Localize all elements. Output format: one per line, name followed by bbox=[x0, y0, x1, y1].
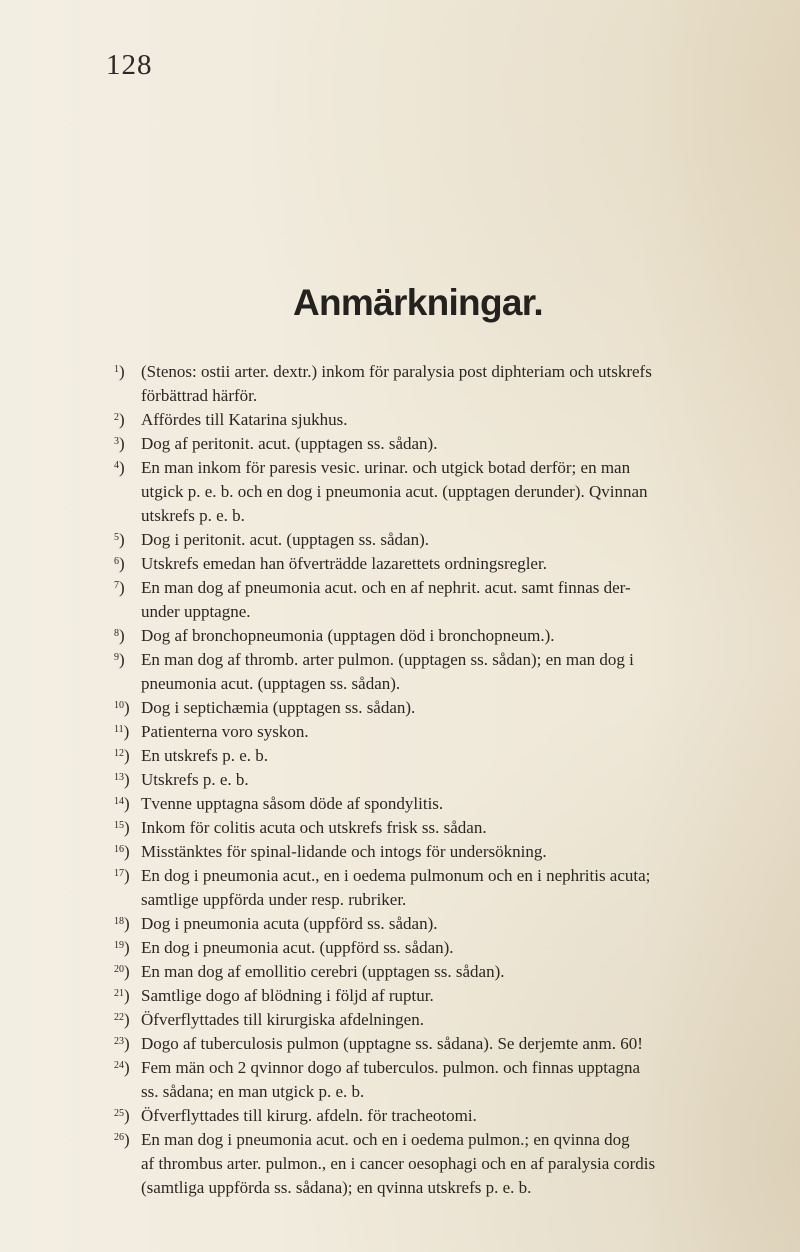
footnote-number: 12 bbox=[114, 748, 124, 759]
footnote-item bbox=[114, 960, 794, 984]
footnote-text: Dog af bronchopneumonia (upptagen död i bronchopneum.). bbox=[141, 626, 555, 645]
footnote-item bbox=[114, 648, 794, 696]
footnote-marker: $^6$) bbox=[114, 554, 125, 573]
footnote-text: Patienterna voro syskon. bbox=[141, 722, 309, 741]
footnote-item bbox=[114, 840, 794, 864]
footnote-number: 8 bbox=[114, 628, 119, 639]
footnote-item bbox=[114, 1104, 794, 1128]
footnote-number: 25 bbox=[114, 1108, 124, 1119]
footnote-number: 11 bbox=[114, 724, 124, 735]
footnote-marker: $^3$) bbox=[114, 434, 125, 453]
footnote-marker: $^{23}$) bbox=[114, 1034, 130, 1053]
footnote-marker: $^4$) bbox=[114, 458, 125, 477]
footnote-text: En dog i pneumonia acut. (uppförd ss. sådan). bbox=[141, 938, 454, 957]
footnote-text: En dog i pneumonia acut., en i oedema pulmonum och en i nephritis acuta; samtlige uppförda under resp. rubriker. bbox=[141, 866, 651, 909]
footnote-item bbox=[114, 792, 794, 816]
footnote-number: 16 bbox=[114, 844, 124, 855]
footnote-text: En utskrefs p. e. b. bbox=[141, 746, 269, 765]
footnote-item bbox=[114, 408, 794, 432]
footnote-marker: $^{11}$) bbox=[114, 722, 130, 741]
footnote-marker: $^{25}$) bbox=[114, 1106, 130, 1125]
footnote-list bbox=[114, 360, 794, 1200]
footnote-number: 7 bbox=[114, 580, 119, 591]
footnote-number: 4 bbox=[114, 460, 119, 471]
footnote-marker: $^{22}$) bbox=[114, 1010, 130, 1029]
footnote-item bbox=[114, 360, 794, 408]
footnote-marker: $^{19}$) bbox=[114, 938, 130, 957]
footnote-marker: $^9$) bbox=[114, 650, 125, 669]
footnote-item bbox=[114, 1056, 794, 1104]
footnote-marker: $^{14}$) bbox=[114, 794, 130, 813]
footnote-text: (Stenos: ostii arter. dextr.) inkom för paralysia post diphteriam och utskrefs förbättrad härför. bbox=[141, 362, 652, 405]
footnote-text: Misstänktes för spinal-lidande och intogs för undersökning. bbox=[141, 842, 547, 861]
footnote-item bbox=[114, 936, 794, 960]
footnote-text: Dog af peritonit. acut. (upptagen ss. sådan). bbox=[141, 434, 438, 453]
footnote-item bbox=[114, 696, 794, 720]
footnote-item bbox=[114, 456, 794, 528]
footnote-text: Affördes till Katarina sjukhus. bbox=[141, 410, 348, 429]
footnote-marker: $^{26}$) bbox=[114, 1130, 130, 1149]
footnote-text: En man dog i pneumonia acut. och en i oedema pulmon.; en qvinna dog af thrombus arter. pulmon., en i cancer oesophagi och en af paralysia cordis (samtliga uppförda ss. sådana); en qvinna utskrefs p. e. b. bbox=[141, 1130, 656, 1197]
footnote-marker: $^{21}$) bbox=[114, 986, 130, 1005]
footnote-number: 13 bbox=[114, 772, 124, 783]
footnote-marker: $^2$) bbox=[114, 410, 125, 429]
footnote-text: Dog i peritonit. acut. (upptagen ss. sådan). bbox=[141, 530, 429, 549]
footnote-number: 2 bbox=[114, 412, 119, 423]
footnote-number: 15 bbox=[114, 820, 124, 831]
footnote-item bbox=[114, 432, 794, 456]
footnote-marker: $^{15}$) bbox=[114, 818, 130, 837]
footnote-number: 18 bbox=[114, 916, 124, 927]
footnote-text: Samtlige dogo af blödning i följd af ruptur. bbox=[141, 986, 434, 1005]
footnote-marker: $^1$) bbox=[114, 362, 125, 381]
footnote-marker: $^{12}$) bbox=[114, 746, 130, 765]
footnote-text: Fem män och 2 qvinnor dogo af tuberculos. pulmon. och finnas upptagna ss. sådana; en man utgick p. e. b. bbox=[141, 1058, 641, 1101]
footnote-number: 9 bbox=[114, 652, 119, 663]
footnote-text: Öfverflyttades till kirurgiska afdelningen. bbox=[141, 1010, 424, 1029]
footnote-text: Dog i septichæmia (upptagen ss. sådan). bbox=[141, 698, 416, 717]
footnote-number: 3 bbox=[114, 436, 119, 447]
footnote-number: 26 bbox=[114, 1132, 124, 1143]
footnote-number: 21 bbox=[114, 988, 124, 999]
footnote-number: 1 bbox=[114, 364, 119, 375]
footnote-marker: $^5$) bbox=[114, 530, 125, 549]
footnote-text: En man dog af emollitio cerebri (upptagen ss. sådan). bbox=[141, 962, 505, 981]
footnote-item bbox=[114, 864, 794, 912]
footnote-text: Utskrefs emedan han öfverträdde lazarettets ordningsregler. bbox=[141, 554, 547, 573]
footnote-item bbox=[114, 768, 794, 792]
footnote-item bbox=[114, 816, 794, 840]
footnote-text: Dogo af tuberculosis pulmon (upptagne ss. sådana). Se derjemte anm. 60! bbox=[141, 1034, 643, 1053]
footnote-marker: $^{10}$) bbox=[114, 698, 130, 717]
footnote-number: 6 bbox=[114, 556, 119, 567]
footnote-item bbox=[114, 624, 794, 648]
footnote-item bbox=[114, 528, 794, 552]
footnote-marker: $^8$) bbox=[114, 626, 125, 645]
footnote-number: 17 bbox=[114, 868, 124, 879]
footnote-item bbox=[114, 984, 794, 1008]
page-title: Anmärkningar. bbox=[293, 282, 543, 323]
page-number: 128 bbox=[106, 49, 153, 81]
footnote-marker: $^{18}$) bbox=[114, 914, 130, 933]
footnote-number: 14 bbox=[114, 796, 124, 807]
footnote-text: Utskrefs p. e. b. bbox=[141, 770, 249, 789]
footnote-text: En man dog af thromb. arter pulmon. (upptagen ss. sådan); en man dog i pneumonia acut. (upptagen ss. sådan). bbox=[141, 650, 634, 693]
footnote-text: Tvenne upptagna såsom döde af spondylitis. bbox=[141, 794, 444, 813]
footnote-item bbox=[114, 1128, 794, 1200]
footnote-number: 20 bbox=[114, 964, 124, 975]
footnote-item bbox=[114, 576, 794, 624]
footnote-item bbox=[114, 720, 794, 744]
footnote-number: 5 bbox=[114, 532, 119, 543]
footnote-number: 23 bbox=[114, 1036, 124, 1047]
footnote-item bbox=[114, 744, 794, 768]
footnote-number: 10 bbox=[114, 700, 124, 711]
footnote-marker: $^{13}$) bbox=[114, 770, 130, 789]
footnote-text: Öfverflyttades till kirurg. afdeln. för tracheotomi. bbox=[141, 1106, 477, 1125]
footnote-item bbox=[114, 1008, 794, 1032]
footnote-marker: $^{17}$) bbox=[114, 866, 130, 885]
footnote-item bbox=[114, 1032, 794, 1056]
footnote-text: En man dog af pneumonia acut. och en af nephrit. acut. samt finnas der- under upptagne. bbox=[141, 578, 631, 621]
footnote-text: En man inkom för paresis vesic. urinar. och utgick botad derför; en man utgick p. e. b. och en dog i pneumonia acut. (upptagen derunder). Qvinnan utskrefs p. e. b. bbox=[141, 458, 648, 525]
footnote-marker: $^{20}$) bbox=[114, 962, 130, 981]
footnote-text: Inkom för colitis acuta och utskrefs frisk ss. sådan. bbox=[141, 818, 487, 837]
footnote-marker: $^{16}$) bbox=[114, 842, 130, 861]
footnote-number: 24 bbox=[114, 1060, 124, 1071]
footnote-number: 22 bbox=[114, 1012, 124, 1023]
footnote-item bbox=[114, 912, 794, 936]
footnote-item bbox=[114, 552, 794, 576]
footnote-number: 19 bbox=[114, 940, 124, 951]
footnote-marker: $^{24}$) bbox=[114, 1058, 130, 1077]
footnote-marker: $^7$) bbox=[114, 578, 125, 597]
footnote-text: Dog i pneumonia acuta (uppförd ss. sådan). bbox=[141, 914, 438, 933]
